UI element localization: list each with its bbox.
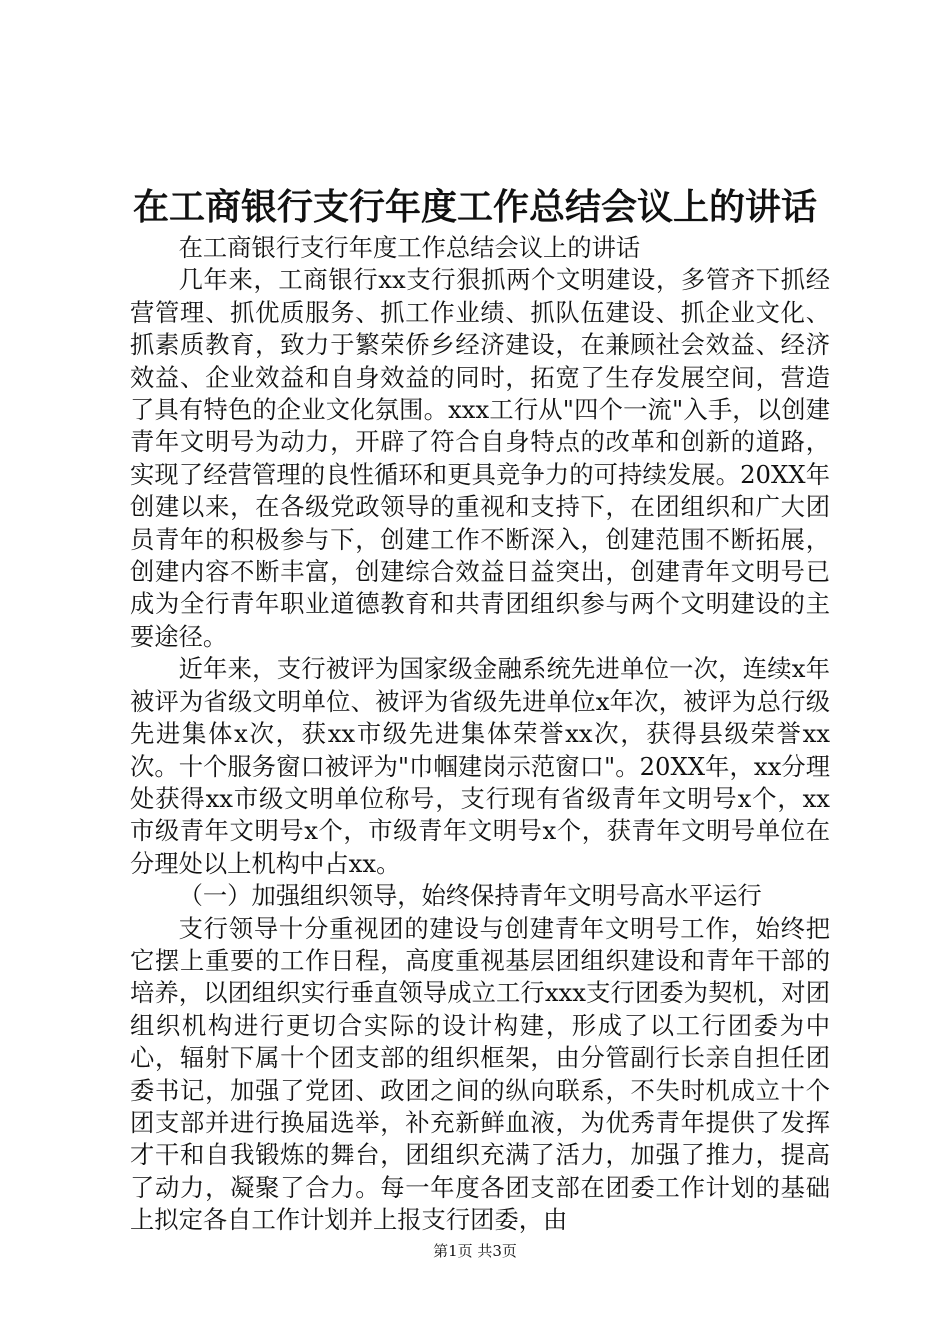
section-heading-1: （一）加强组织领导，始终保持青年文明号高水平运行 bbox=[178, 881, 762, 911]
page-footer: 第1页 共3页 bbox=[433, 1242, 517, 1260]
paragraph-2: 近年来，支行被评为国家级金融系统先进单位一次，连续x年被评为省级文明单位、被评为省级先进单位x年次，被评为总行级先进集体x次，获xx市级先进集体荣誉xx次，获得县级荣誉xx次。十个服务窗口被评为"巾帼建岗示范窗口"。20XX年，xx分理处获得xx市级文明单位称号，支行现有省级青年文明号x个，xx市级青年文明号x个，市级青年文明号x个，获青年文明号单位在分理处以上机构中占xx。 bbox=[130, 654, 830, 878]
paragraph-1: 几年来，工商银行xx支行狠抓两个文明建设，多管齐下抓经营管理、抓优质服务、抓工作业绩、抓队伍建设、抓企业文化、抓素质教育，致力于繁荣侨乡经济建设，在兼顾社会效益、经济效益、企业效益和自身效益的同时，拓宽了生存发展空间，营造了具有特色的企业文化氛围。xxx工行从"四个一流"入手，以创建青年文明号为动力，开辟了符合自身特点的改革和创新的道路，实现了经营管理的良性循环和更具竞争力的可持续发展。20XX年创建以来，在各级党政领导的重视和支持下，在团组织和广大团员青年的积极参与下，创建工作不断深入，创建范围不断拓展，创建内容不断丰富，创建综合效益日益突出，创建青年文明号已成为全行青年职业道德教育和共青团组织参与两个文明建设的主要途径。 bbox=[130, 265, 830, 651]
document-body bbox=[130, 232, 830, 1237]
paragraph-3: 支行领导十分重视团的建设与创建青年文明号工作，始终把它摆上重要的工作日程，高度重视基层团组织建设和青年干部的培养，以团组织实行垂直领导成立工行xxx支行团委为契机，对团组织机构进行更切合实际的设计构建，形成了以工行团委为中心，辐射下属十个团支部的组织框架，由分管副行长亲自担任团委书记，加强了党团、政团之间的纵向联系，不失时机成立十个团支部并进行换届选举，补充新鲜血液，为优秀青年提供了发挥才干和自我锻炼的舞台，团组织充满了活力，加强了推力，提高了动力，凝聚了合力。每一年度各团支部在团委工作计划的基础上拟定各自工作计划并上报支行团委，由 bbox=[130, 913, 830, 1235]
document-title: 在工商银行支行年度工作总结会议上的讲话 bbox=[132, 186, 817, 228]
paragraph-subtitle: 在工商银行支行年度工作总结会议上的讲话 bbox=[178, 233, 641, 262]
